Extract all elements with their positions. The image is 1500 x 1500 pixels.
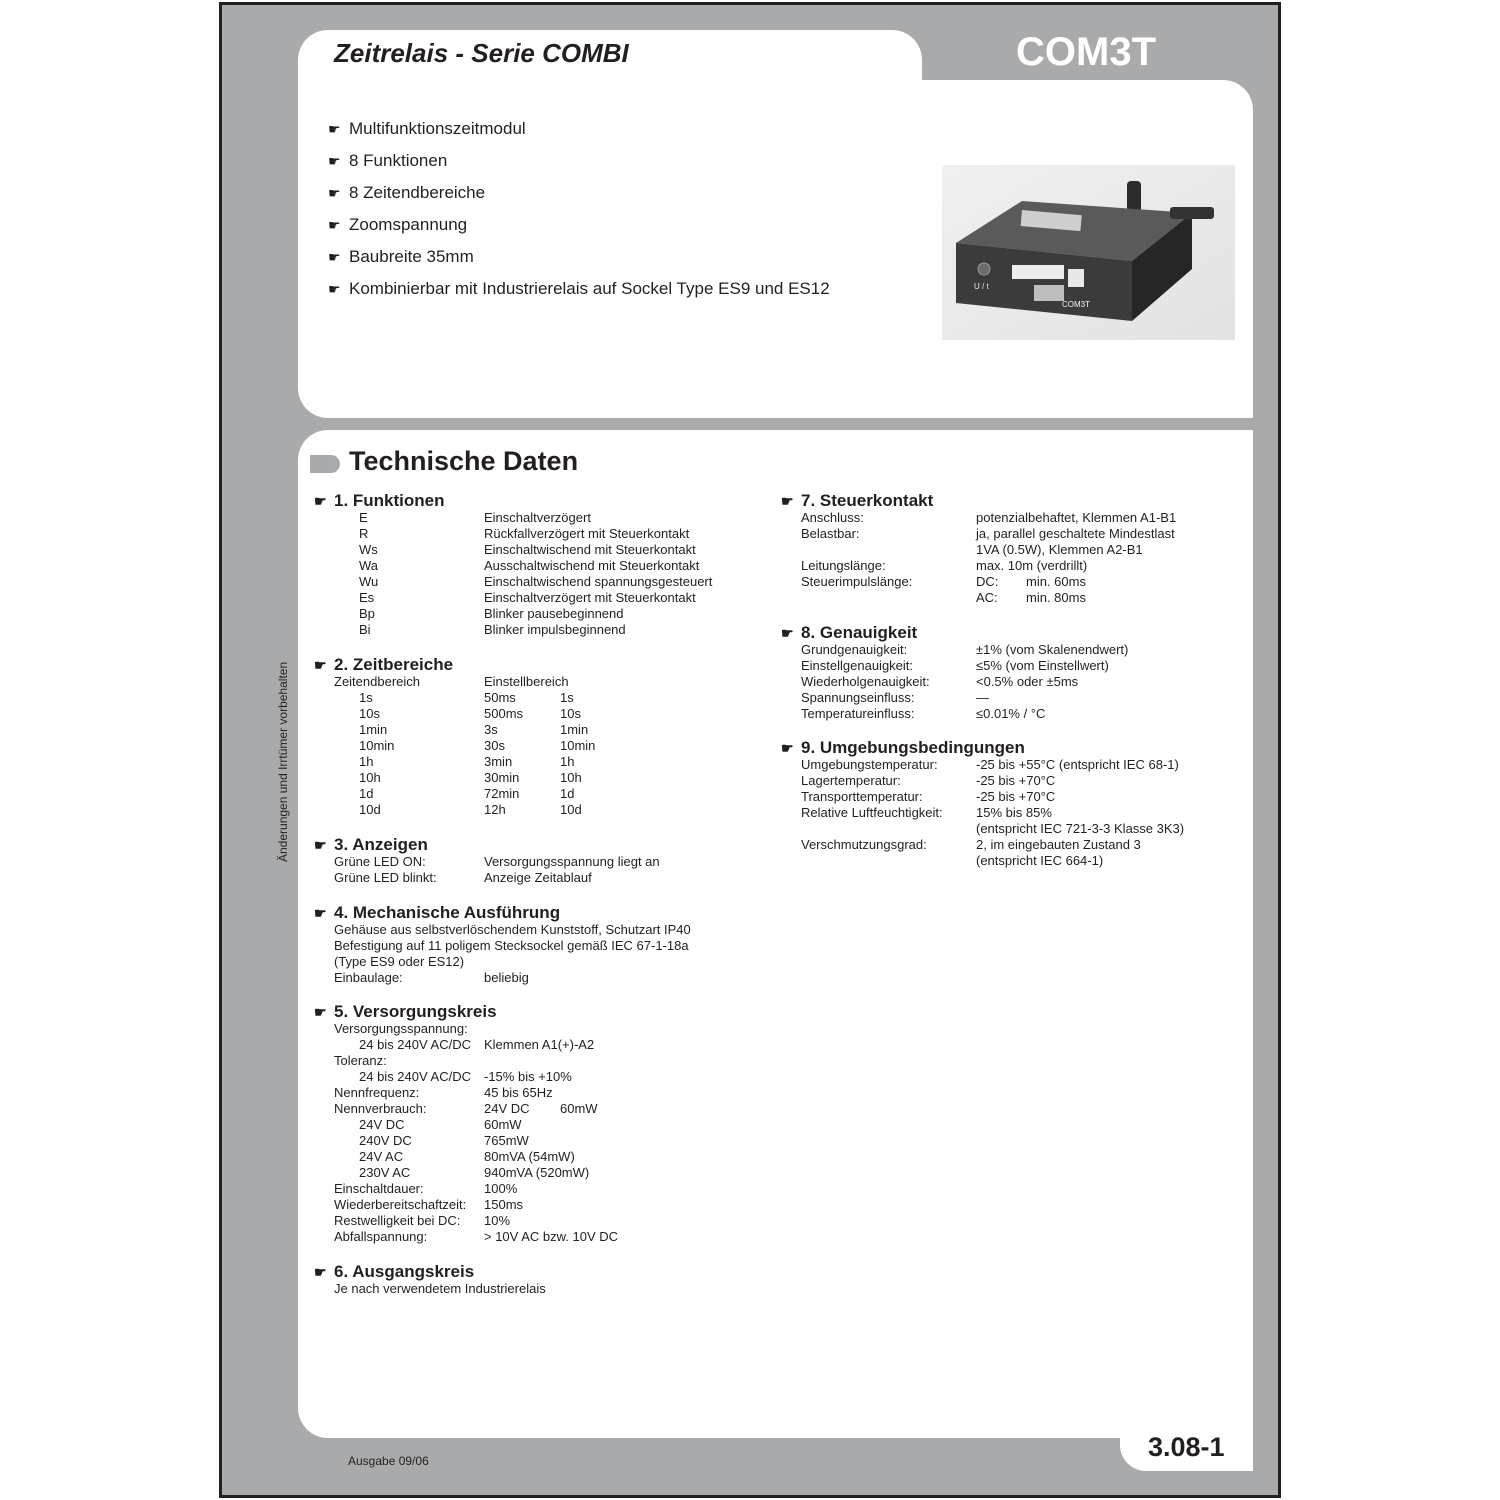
- spec-cell: Einbaulage:: [334, 970, 403, 985]
- pointing-hand-icon: ☛: [328, 152, 341, 169]
- spec-cell: 10d: [560, 802, 582, 817]
- svg-text:U / t: U / t: [974, 282, 989, 291]
- spec-cell: R: [359, 526, 369, 541]
- section-title: ☛ 6. Ausgangskreis: [314, 1262, 475, 1281]
- spec-cell: 1s: [560, 690, 574, 705]
- spec-cell: ±1% (vom Skalenendwert): [976, 642, 1129, 657]
- spec-cell: Bp: [359, 606, 375, 621]
- spec-cell: (entspricht IEC 664-1): [976, 853, 1104, 868]
- spec-cell: Klemmen A1(+)-A2: [484, 1037, 595, 1052]
- spec-cell: 100%: [484, 1181, 518, 1196]
- section-title: ☛ 3. Anzeigen: [314, 835, 428, 854]
- spec-cell: 765mW: [484, 1133, 529, 1148]
- spec-cell: Grundgenauigkeit:: [801, 642, 908, 657]
- spec-cell: 60mW: [484, 1117, 522, 1132]
- spec-cell: 500ms: [484, 706, 524, 721]
- spec-cell: 10h: [560, 770, 582, 785]
- spec-cell: Gehäuse aus selbstverlöschendem Kunststoff, Schutzart IP40: [334, 922, 691, 937]
- spec-cell: 30min: [484, 770, 520, 785]
- spec-cell: Umgebungstemperatur:: [801, 757, 938, 772]
- section-title: ☛ 5. Versorgungskreis: [314, 1002, 497, 1021]
- spec-cell: 15% bis 85%: [976, 805, 1052, 820]
- spec-cell: ja, parallel geschaltete Mindestlast: [976, 526, 1175, 541]
- spec-cell: 24V DC: [359, 1117, 405, 1132]
- spec-cell: min. 60ms: [1026, 574, 1086, 589]
- section-title: ☛ 4. Mechanische Ausführung: [314, 903, 561, 922]
- spec-cell: -15% bis +10%: [484, 1069, 572, 1084]
- spec-cell: AC:: [976, 590, 998, 605]
- spec-cell: 1VA (0.5W), Klemmen A2-B1: [976, 542, 1143, 557]
- spec-cell: Grüne LED ON:: [334, 854, 426, 869]
- spec-cell: 1min: [560, 722, 589, 737]
- pointing-hand-icon: [310, 455, 340, 473]
- feature-item: ☛ Zoomspannung: [328, 215, 468, 234]
- pointing-hand-icon: ☛: [328, 216, 341, 233]
- spec-cell: Wa: [359, 558, 379, 573]
- spec-cell: beliebig: [484, 970, 529, 985]
- product-label-model: [1062, 300, 1090, 309]
- spec-cell: 150ms: [484, 1197, 524, 1212]
- spec-cell: Je nach verwendetem Industrierelais: [334, 1281, 546, 1296]
- spec-cell: min. 80ms: [1026, 590, 1086, 605]
- spec-cell: Steuerimpulslänge:: [801, 574, 913, 589]
- feature-item: ☛ Kombinierbar mit Industrierelais auf Sockel Type ES9 und ES12: [328, 279, 830, 298]
- spec-cell: Rückfallverzögert mit Steuerkontakt: [484, 526, 690, 541]
- spec-cell: 1s: [359, 690, 373, 705]
- spec-cell: 10min: [560, 738, 596, 753]
- section-title: ☛ 1. Funktionen: [314, 491, 445, 510]
- pointing-hand-icon: ☛: [314, 493, 327, 509]
- spec-cell: 10h: [359, 770, 381, 785]
- section-title: ☛ 7. Steuerkontakt: [781, 491, 934, 510]
- section-title: ☛ 8. Genauigkeit: [781, 623, 918, 642]
- feature-list: [328, 113, 830, 305]
- spec-cell: ≤5% (vom Einstellwert): [976, 658, 1109, 673]
- spec-cell: Wu: [359, 574, 379, 589]
- spec-cell: Temperatureinfluss:: [801, 706, 915, 721]
- spec-cell: -25 bis +70°C: [976, 773, 1056, 788]
- spec-cell: 80mVA (54mW): [484, 1149, 575, 1164]
- spec-cell: 10%: [484, 1213, 511, 1228]
- spec-cell: Verschmutzungsgrad:: [801, 837, 927, 852]
- spec-cell: 10s: [560, 706, 581, 721]
- pointing-hand-icon: ☛: [314, 1004, 327, 1020]
- spec-cell: 10min: [359, 738, 395, 753]
- spec-cell: E: [359, 510, 368, 525]
- spec-cell: max. 10m (verdrillt): [976, 558, 1088, 573]
- section-title: ☛ 9. Umgebungsbedingungen: [781, 738, 1025, 757]
- spec-cell: 1h: [560, 754, 575, 769]
- spec-cell: 72min: [484, 786, 520, 801]
- spec-cell: 1min: [359, 722, 388, 737]
- spec-cell: 2, im eingebauten Zustand 3: [976, 837, 1141, 852]
- feature-item: ☛ 8 Funktionen: [328, 151, 448, 170]
- spec-cell: -25 bis +55°C (entspricht IEC 68-1): [976, 757, 1179, 772]
- product-label-led: [974, 282, 989, 291]
- spec-cell: Leitungslänge:: [801, 558, 886, 573]
- side-note: Änderungen und Irrtümer vorbehalten: [276, 661, 290, 862]
- spec-cell: Wiederholgenauigkeit:: [801, 674, 930, 689]
- spec-cell: Nennverbrauch:: [334, 1101, 427, 1116]
- spec-cell: <0.5% oder ±5ms: [976, 674, 1079, 689]
- spec-cell: Einstellgenauigkeit:: [801, 658, 914, 673]
- svg-text:COM3T: COM3T: [1062, 300, 1090, 309]
- spec-cell: 230V AC: [359, 1165, 411, 1180]
- pointing-hand-icon: ☛: [328, 184, 341, 201]
- spec-cell: 24V DC: [484, 1101, 530, 1116]
- spec-cell: Grüne LED blinkt:: [334, 870, 437, 885]
- pointing-hand-icon: ☛: [328, 120, 341, 137]
- spec-cell: Einstellbereich: [484, 674, 569, 689]
- spec-cell: 24 bis 240V AC/DC: [359, 1037, 472, 1052]
- spec-cell: Einschaltverzögert mit Steuerkontakt: [484, 590, 696, 605]
- spec-cell: Befestigung auf 11 poligem Stecksockel gemäß IEC 67-1-18a: [334, 938, 689, 953]
- spec-cell: Ws: [359, 542, 378, 557]
- pointing-hand-icon: ☛: [781, 493, 794, 509]
- spec-cell: Versorgungsspannung:: [334, 1021, 468, 1036]
- spec-cell: Einschaltwischend spannungsgesteuert: [484, 574, 713, 589]
- pointing-hand-icon: ☛: [781, 740, 794, 756]
- spec-cell: Spannungseinfluss:: [801, 690, 915, 705]
- spec-cell: Restwelligkeit bei DC:: [334, 1213, 461, 1228]
- spec-cell: Einschaltwischend mit Steuerkontakt: [484, 542, 696, 557]
- spec-cell: Versorgungsspannung liegt an: [484, 854, 660, 869]
- spec-cell: Zeitendbereich: [334, 674, 420, 689]
- spec-cell: Blinker pausebeginnend: [484, 606, 624, 621]
- spec-cell: Einschaltdauer:: [334, 1181, 424, 1196]
- spec-cell: 12h: [484, 802, 506, 817]
- spec-cell: 3min: [484, 754, 513, 769]
- feature-item: ☛ Baubreite 35mm: [328, 247, 474, 266]
- spec-cell: Abfallspannung:: [334, 1229, 428, 1244]
- spec-cell: Einschaltverzögert: [484, 510, 591, 525]
- page-title: Zeitrelais - Serie COMBI: [334, 38, 629, 68]
- spec-cell: 30s: [484, 738, 505, 753]
- spec-cell: 10d: [359, 802, 381, 817]
- spec-cell: Ausschaltwischend mit Steuerkontakt: [484, 558, 700, 573]
- spec-cell: 50ms: [484, 690, 516, 705]
- pointing-hand-icon: ☛: [314, 657, 327, 673]
- spec-cell: Wiederbereitschaftzeit:: [334, 1197, 467, 1212]
- spec-cell: ≤0.01% / °C: [976, 706, 1046, 721]
- spec-cell: (entspricht IEC 721-3-3 Klasse 3K3): [976, 821, 1185, 836]
- spec-cell: Es: [359, 590, 375, 605]
- spec-cell: 24V AC: [359, 1149, 404, 1164]
- spec-cell: (Type ES9 oder ES12): [334, 954, 465, 969]
- spec-cell: 3s: [484, 722, 498, 737]
- pointing-hand-icon: ☛: [314, 837, 327, 853]
- pointing-hand-icon: ☛: [328, 248, 341, 265]
- spec-cell: 45 bis 65Hz: [484, 1085, 553, 1100]
- section-title: ☛ 2. Zeitbereiche: [314, 655, 454, 674]
- spec-cell: Bi: [359, 622, 371, 637]
- product-photo: [942, 165, 1235, 340]
- spec-cell: -25 bis +70°C: [976, 789, 1056, 804]
- spec-cell: > 10V AC bzw. 10V DC: [484, 1229, 619, 1244]
- feature-item: ☛ 8 Zeitendbereiche: [328, 183, 486, 202]
- spec-cell: 60mW: [560, 1101, 598, 1116]
- pointing-hand-icon: ☛: [314, 905, 327, 921]
- page-number: 3.08-1: [1148, 1432, 1225, 1462]
- spec-cell: 1d: [560, 786, 575, 801]
- model-code: COM3T: [1016, 30, 1156, 74]
- spec-cell: Belastbar:: [801, 526, 860, 541]
- spec-cell: potenzialbehaftet, Klemmen A1-B1: [976, 510, 1177, 525]
- spec-cell: Relative Luftfeuchtigkeit:: [801, 805, 943, 820]
- pointing-hand-icon: ☛: [314, 1264, 327, 1280]
- section-heading: Technische Daten: [310, 446, 578, 477]
- pointing-hand-icon: ☛: [781, 625, 794, 641]
- spec-cell: Nennfrequenz:: [334, 1085, 420, 1100]
- pointing-hand-icon: ☛: [328, 280, 341, 297]
- spec-cell: Lagertemperatur:: [801, 773, 901, 788]
- spec-cell: Anzeige Zeitablauf: [484, 870, 592, 885]
- spec-cell: Anschluss:: [801, 510, 864, 525]
- spec-cell: Transporttemperatur:: [801, 789, 923, 804]
- spec-cell: 240V DC: [359, 1133, 412, 1148]
- spec-cell: 940mVA (520mW): [484, 1165, 590, 1180]
- spec-cell: 10s: [359, 706, 380, 721]
- spec-cell: 1h: [359, 754, 374, 769]
- spec-cell: 1d: [359, 786, 374, 801]
- spec-cell: DC:: [976, 574, 999, 589]
- spec-cell: Toleranz:: [334, 1053, 387, 1068]
- spec-cell: Blinker impulsbeginnend: [484, 622, 626, 637]
- spec-cell: —: [976, 690, 989, 705]
- feature-item: ☛ Multifunktionszeitmodul: [328, 119, 526, 138]
- spec-cell: 24 bis 240V AC/DC: [359, 1069, 472, 1084]
- edition: Ausgabe 09/06: [348, 1454, 429, 1468]
